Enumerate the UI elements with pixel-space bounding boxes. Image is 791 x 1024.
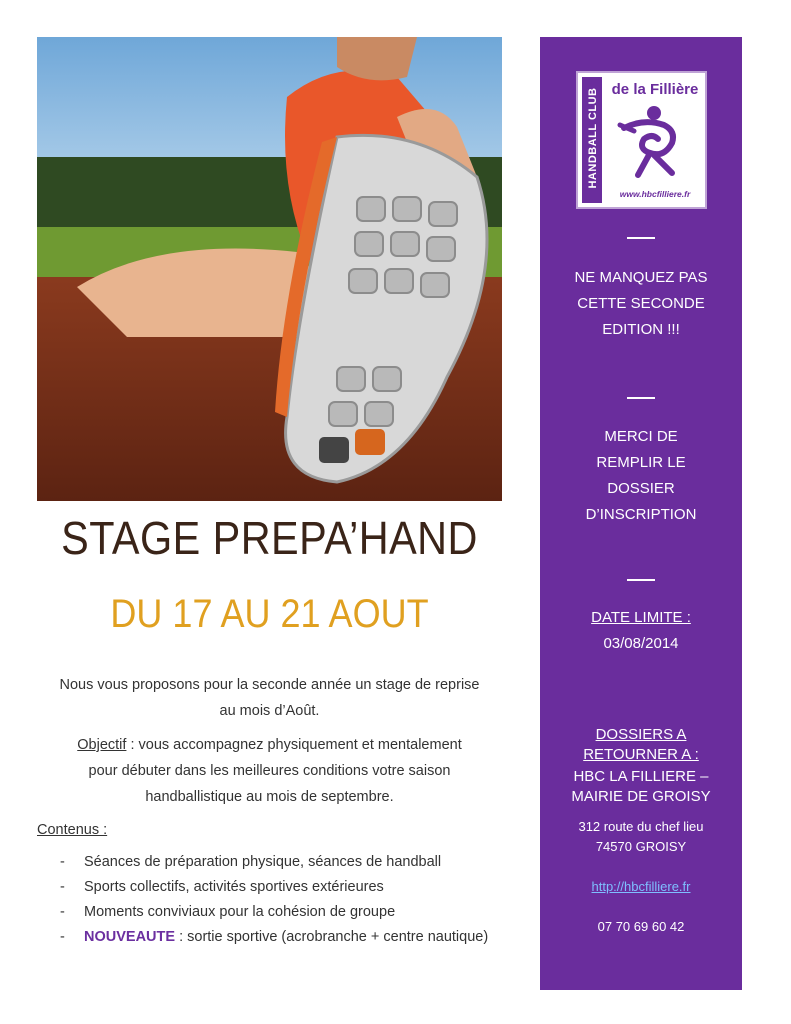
promo-line: CETTE SECONDE (577, 295, 705, 312)
list-item: - Moments conviviaux pour la cohésion de groupe (60, 904, 396, 920)
instruction-block (540, 424, 742, 528)
objective-line: handballistique au mois de septembre. (145, 789, 394, 805)
intro-line: au mois d’Août. (219, 703, 320, 719)
nouveaute-label: NOUVEAUTE (84, 929, 176, 945)
divider (627, 237, 655, 239)
promo-block (540, 265, 742, 343)
phone-number: 07 70 69 60 42 (597, 919, 685, 934)
intro-line: Nous vous proposons pour la seconde année un stage de reprise (59, 677, 480, 693)
list-item: - Sports collectifs, activités sportives extérieures (60, 879, 384, 895)
objective-text (37, 732, 502, 810)
return-block (540, 725, 742, 937)
deadline-block (540, 605, 742, 657)
handball-player-icon (614, 103, 684, 183)
sidebar (540, 37, 742, 990)
logo-name: de la Fillière (611, 81, 699, 98)
divider (627, 397, 655, 399)
hero-photo (37, 37, 502, 501)
list-item-text: : sortie sportive (acrobranche + centre nautique) (175, 929, 489, 945)
promo-line: EDITION !!! (602, 321, 680, 338)
logo-vertical-band (582, 77, 602, 203)
website-link[interactable]: http://hbcfilliere.fr (591, 879, 691, 894)
contenus-label: Contenus : (37, 822, 108, 838)
objective-line: pour débuter dans les meilleures conditions votre saison (88, 763, 451, 779)
stage-dates: DU 17 AU 21 AOUT (110, 592, 429, 636)
divider (627, 579, 655, 581)
club-logo (576, 71, 707, 209)
content-list (60, 850, 500, 950)
deadline-value: 03/08/2014 (603, 635, 679, 652)
page-title: STAGE PREPA’HAND (61, 512, 478, 564)
return-to: MAIRIE DE GROISY (571, 788, 711, 805)
promo-line: NE MANQUEZ PAS (574, 269, 708, 286)
address-line: 74570 GROISY (595, 839, 687, 854)
deadline-label: DATE LIMITE : (591, 609, 691, 626)
list-item: - NOUVEAUTE : sortie sportive (acrobranche + centre nautique) (60, 929, 489, 945)
return-to: HBC LA FILLIERE – (573, 768, 709, 785)
logo-club-text: HANDBALL CLUB (587, 87, 599, 189)
address-line: 312 route du chef lieu (578, 819, 704, 834)
instruction-line: DOSSIER (607, 480, 675, 497)
return-label: DOSSIERS A (595, 726, 687, 743)
list-item-text: Séances de préparation physique, séances de handball (84, 854, 442, 870)
instruction-line: D’INSCRIPTION (585, 506, 697, 523)
instruction-line: MERCI DE (604, 428, 678, 445)
instruction-line: REMPLIR LE (596, 454, 686, 471)
list-item-text: Sports collectifs, activités sportives extérieures (84, 879, 384, 895)
return-label: RETOURNER A : (583, 746, 699, 763)
objective-line-rest: : vous accompagnez physiquement et mentalement (126, 737, 462, 753)
objective-label: Objectif (77, 737, 127, 753)
logo-url: www.hbcfilliere.fr (619, 189, 691, 199)
list-item-text: Moments conviviaux pour la cohésion de groupe (84, 904, 396, 920)
intro-text (37, 672, 502, 724)
objective-line (37, 732, 502, 758)
list-item: - Séances de préparation physique, séances de handball (60, 854, 442, 870)
